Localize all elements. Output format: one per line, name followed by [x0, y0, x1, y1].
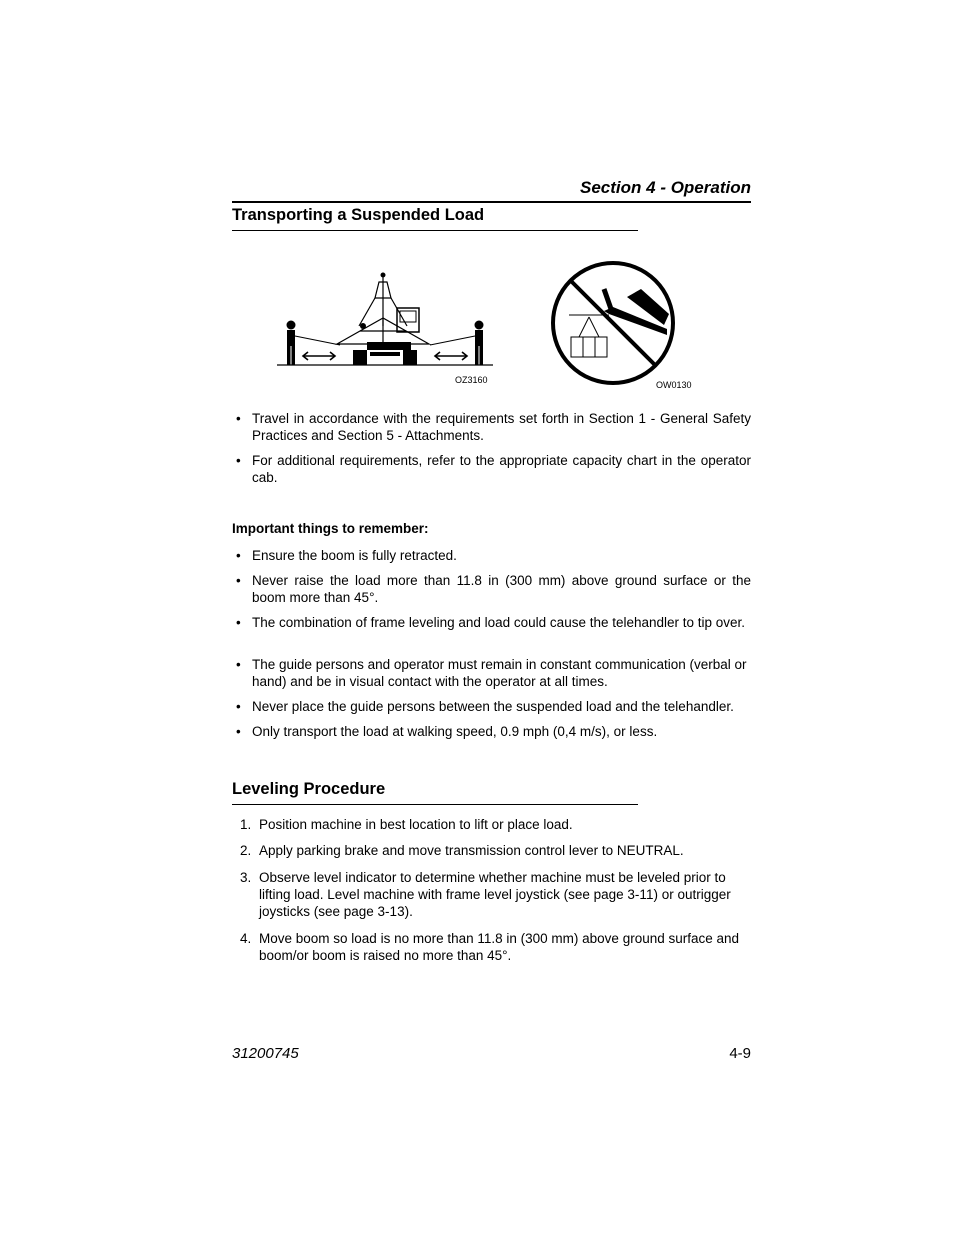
leveling-heading-block: [232, 779, 638, 805]
list-item-text: The combination of frame leveling and load could cause the telehandler to tip over.: [252, 615, 746, 630]
list-item-text: Travel in accordance with the requirements set forth in Section 1 - General Safety Practices and Section 5 - Attachments.: [252, 411, 751, 443]
rigging-icon: [337, 276, 429, 344]
step-number: 3.: [240, 870, 252, 885]
suspended-load-guides-illustration: [275, 268, 495, 368]
section-title: Section 4 - Operation: [580, 178, 751, 197]
telehandler-icon: [353, 308, 419, 365]
bullet: •: [236, 453, 241, 468]
list-item-text: The guide persons and operator must remain in constant communication (verbal or hand) and be in visual contact with the operator at all times.: [252, 657, 747, 689]
no-suspended-load-prohibition-icon: [549, 259, 679, 389]
step-number: 1.: [240, 817, 252, 832]
transport-heading-block: [232, 205, 638, 231]
list-item-text: Never place the guide persons between the suspended load and the telehandler.: [252, 699, 734, 714]
step-number: 2.: [240, 843, 252, 858]
important-label: Important things to remember:: [232, 521, 429, 536]
list-item-text: Ensure the boom is fully retracted.: [252, 548, 457, 563]
footer-page-number: 4-9: [729, 1045, 751, 1062]
bullet: •: [236, 573, 241, 588]
transport-heading: Transporting a Suspended Load: [232, 206, 485, 224]
section-header: [232, 176, 751, 203]
guide-person-left-icon: [287, 321, 296, 366]
list-item-text: Never raise the load more than 11.8 in (300 mm) above ground surface or the boom more than 45°.: [252, 573, 751, 605]
guide-person-right-icon: [475, 321, 484, 366]
bullet: •: [236, 615, 241, 630]
footer-document-number: 31200745: [232, 1045, 299, 1062]
step-text: Observe level indicator to determine whether machine must be leveled prior to lifting load. Level machine with frame level joystick (see page 3-11) or outrigger joysticks (see page 3-13).: [259, 870, 731, 919]
bullet: •: [236, 699, 241, 714]
bullet: •: [236, 724, 241, 739]
figure-code-2: OW0130: [656, 380, 692, 390]
bullet: •: [236, 548, 241, 563]
bullet: •: [236, 657, 241, 672]
bullet: •: [236, 411, 241, 426]
step-text: Move boom so load is no more than 11.8 in (300 mm) above ground surface and boom/or boom is raised no more than 45°.: [259, 931, 740, 963]
double-arrow-left-icon: [303, 352, 335, 360]
list-item-text: For additional requirements, refer to the appropriate capacity chart in the operator cab.: [252, 453, 751, 485]
list-item-text: Only transport the load at walking speed, 0.9 mph (0,4 m/s), or less.: [252, 724, 658, 739]
step-text: Position machine in best location to lift or place load.: [259, 817, 573, 832]
step-text: Apply parking brake and move transmission control lever to NEUTRAL.: [259, 843, 684, 858]
figure-code-1: OZ3160: [455, 375, 488, 385]
leveling-heading: Leveling Procedure: [232, 780, 386, 798]
double-arrow-right-icon: [435, 352, 467, 360]
step-number: 4.: [240, 931, 252, 946]
